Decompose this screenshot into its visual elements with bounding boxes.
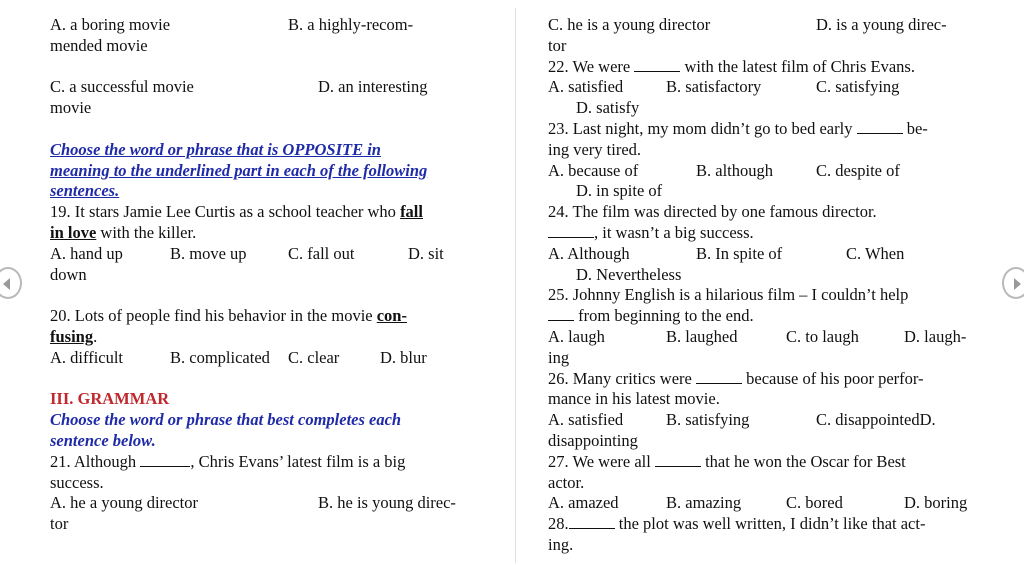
opposite-instruction-line1: Choose the word or phrase that is OPPOSITE in (50, 139, 381, 159)
answer-blank (634, 57, 680, 72)
answer-blank (548, 223, 594, 238)
grammar-instruction-line2: sentence below. (50, 430, 156, 450)
answer-blank (857, 119, 903, 134)
q23-stem-line2: ing very tired. (548, 139, 642, 159)
q28-stem-line2: ing. (548, 534, 574, 554)
q25-stem-line2: from beginning to the end. (548, 306, 980, 327)
q25-option-d-cont: ing (548, 347, 570, 367)
q20-stem-line2: fusing. (50, 326, 98, 346)
q21-option-c: C. he is a young director (548, 15, 711, 34)
q23-option-c: C. despite of (816, 160, 900, 180)
q22-stem: 22. We were with the latest film of Chris Evans. (548, 56, 915, 76)
q21-options (50, 493, 480, 514)
q21-options-cont (548, 15, 980, 36)
q21-option-d-cont: tor (548, 35, 567, 55)
q26-option-c-d: C. disappointedD. (816, 410, 936, 430)
q21-stem-line2: success. (50, 472, 104, 492)
answer-blank (696, 369, 742, 384)
q18-option-d-cont: movie (50, 98, 92, 118)
q19-option-d: D. sit (408, 243, 444, 263)
q20-option-d: D. blur (380, 347, 427, 367)
q27-options (548, 493, 980, 514)
q26-option-d-cont: disappointing (548, 430, 638, 450)
q20-option-b: B. complicated (170, 347, 270, 367)
answer-blank (140, 452, 190, 467)
q22-options (548, 77, 980, 98)
chevron-left-icon (0, 277, 20, 291)
q24-option-a: A. Although (548, 243, 630, 263)
q24-option-c: C. When (846, 243, 905, 263)
q27-option-b: B. amazing (666, 493, 742, 513)
grammar-heading: III. GRAMMAR (50, 389, 170, 409)
q19-option-a: A. hand up (50, 243, 123, 263)
q24-stem-line1: 24. The film was directed by one famous director. (548, 202, 877, 222)
q24-option-d: D. Nevertheless (576, 264, 682, 284)
q19-options (50, 244, 480, 265)
q18-option-a: A. a boring movie (50, 15, 171, 34)
q25-option-a: A. laugh (548, 326, 605, 346)
q20-option-a: A. difficult (50, 347, 124, 367)
opposite-instruction-line3: sentences. (50, 181, 120, 201)
q23-option-b: B. although (696, 160, 773, 180)
q22-option-a: A. satisfied (548, 77, 624, 97)
opposite-instruction-line2: meaning to the underlined part in each of the following (50, 160, 428, 180)
q19-option-b: B. move up (170, 243, 247, 263)
q25-option-c: C. to laugh (786, 326, 859, 346)
q23-option-a: A. because of (548, 160, 639, 180)
q20-stem-line1: 20. Lots of people find his behavior in the movie con- (50, 306, 407, 326)
q18-option-b: B. a highly-recom- (288, 15, 414, 34)
q21-option-a: A. he a young director (50, 493, 198, 513)
q20-underlined-part-cont: fusing (50, 326, 94, 346)
q25-option-d: D. laugh- (904, 326, 967, 346)
q18-option-c: C. a successful movie (50, 77, 194, 97)
grammar-instruction-line1: Choose the word or phrase that best completes each (50, 410, 402, 430)
q23-stem-line1: 23. Last night, my mom didn’t go to bed early be- (548, 118, 928, 138)
answer-blank (655, 452, 701, 467)
q24-option-b: B. In spite of (696, 243, 783, 263)
q18-option-b-cont: mended movie (50, 35, 148, 55)
q24-options (548, 244, 980, 265)
q18-options-row1 (50, 15, 480, 36)
q21-option-d: D. is a young direc- (816, 15, 947, 34)
answer-blank (548, 306, 574, 321)
answer-blank (569, 514, 615, 529)
q19-option-c: C. fall out (288, 243, 355, 263)
right-column (548, 15, 980, 556)
q22-option-c: C. satisfying (816, 77, 900, 97)
q27-stem-line1: 27. We were all that he won the Oscar for Best (548, 451, 906, 471)
q19-underlined-part: fall (400, 202, 423, 222)
q28-stem-line1: 28. the plot was well written, I didn’t like that act- (548, 514, 926, 534)
q27-option-d: D. boring (904, 493, 968, 513)
q27-option-a: A. amazed (548, 493, 619, 513)
q23-options (548, 161, 980, 182)
column-divider (515, 8, 516, 563)
q26-option-a: A. satisfied (548, 410, 624, 430)
q19-option-d-cont: down (50, 264, 87, 284)
q25-option-b: B. laughed (666, 326, 738, 346)
q21-option-b-cont: tor (50, 514, 69, 534)
q25-stem-line1: 25. Johnny English is a hilarious film – I couldn’t help (548, 285, 909, 305)
q26-option-b: B. satisfying (666, 410, 750, 430)
q26-stem-line2: mance in his latest movie. (548, 389, 720, 409)
q20-options (50, 348, 480, 369)
q18-option-d: D. an interesting (318, 77, 428, 97)
prev-page-button[interactable] (0, 267, 22, 299)
q27-stem-line2: actor. (548, 472, 585, 492)
q18-options-row2 (50, 77, 480, 98)
q20-underlined-part: con- (376, 306, 407, 326)
left-column (50, 15, 480, 535)
q22-option-b: B. satisfactory (666, 77, 762, 97)
q26-options (548, 410, 980, 431)
q19-stem-line1: 19. It stars Jamie Lee Curtis as a school teacher who fall (50, 202, 423, 222)
q26-stem-line1: 26. Many critics were because of his poor perfor- (548, 368, 924, 388)
q21-option-b: B. he is young direc- (318, 493, 456, 513)
q25-options (548, 327, 980, 348)
q22-option-d: D. satisfy (576, 98, 640, 118)
q20-option-c: C. clear (288, 347, 340, 367)
q19-stem-line2: in love with the killer. (50, 222, 197, 242)
q27-option-c: C. bored (786, 493, 843, 513)
q23-option-d: D. in spite of (576, 181, 663, 201)
chevron-right-icon (1004, 277, 1024, 291)
q19-underlined-part-cont: in love (50, 222, 97, 242)
q21-stem-line1: 21. Although , Chris Evans’ latest film is a big (50, 451, 406, 471)
next-page-button[interactable] (1002, 267, 1024, 299)
q24-stem-line2: , it wasn’t a big success. (548, 223, 980, 244)
